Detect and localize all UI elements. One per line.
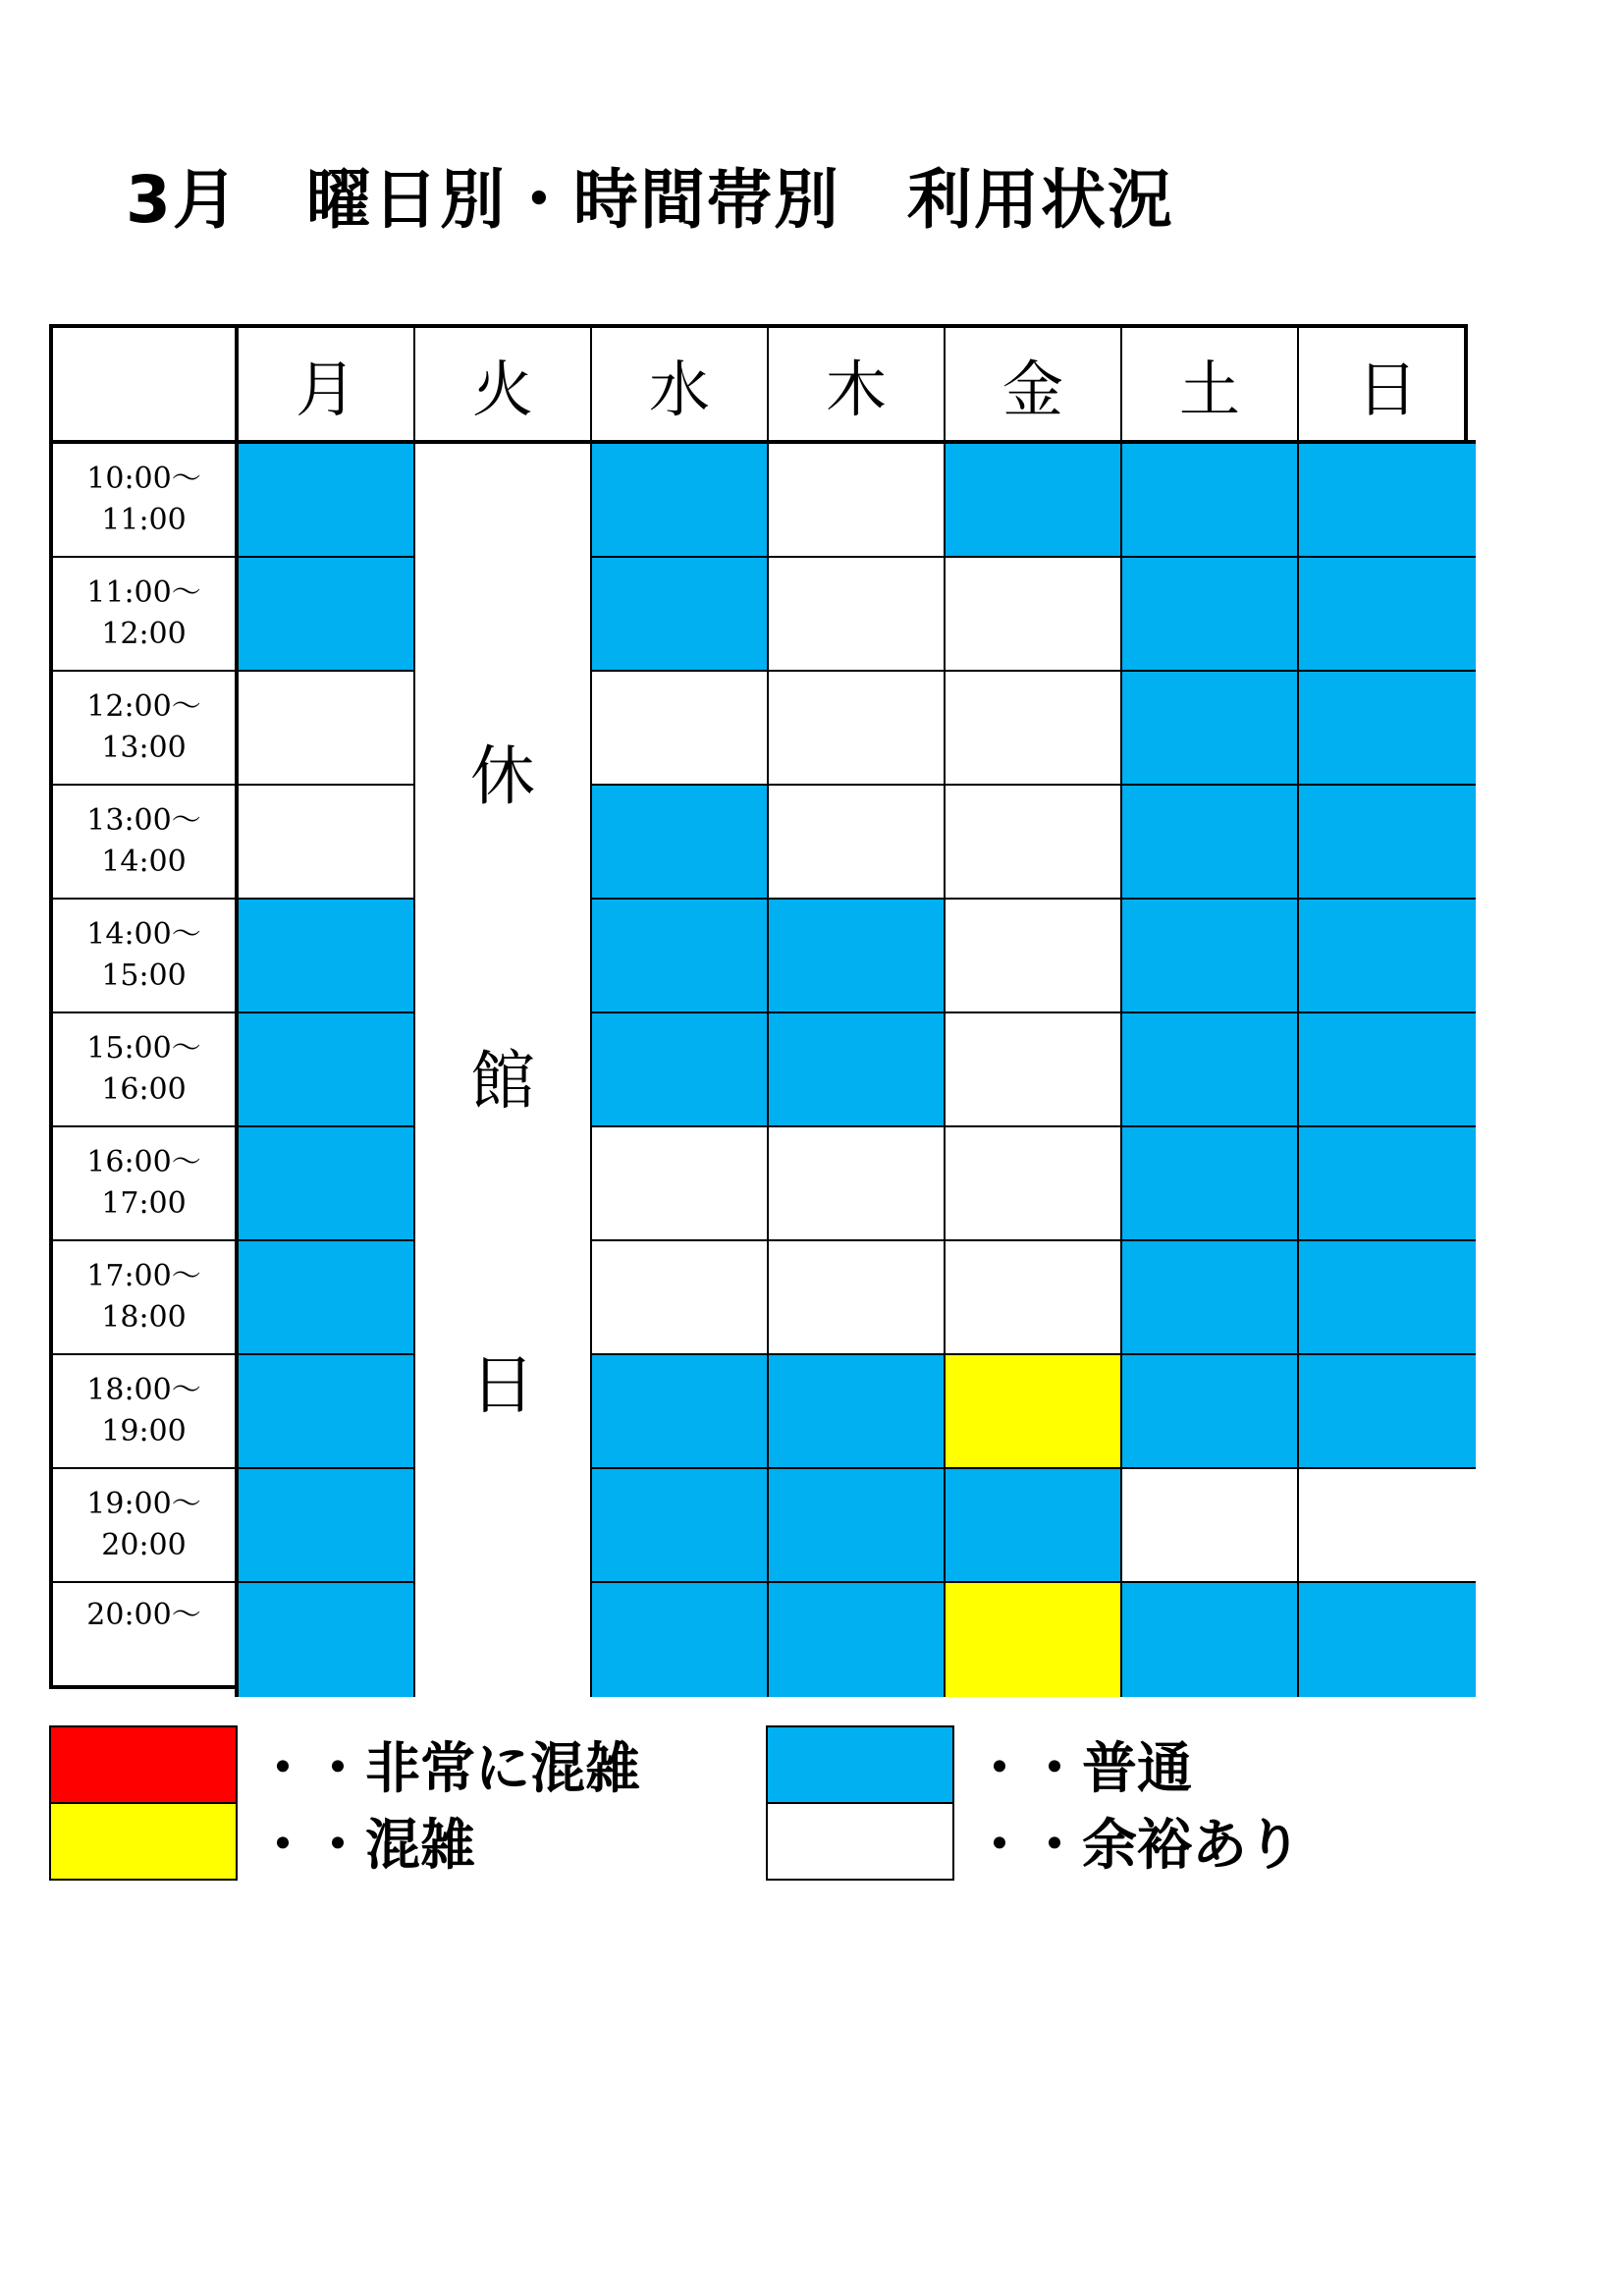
time-slot-start: 15:00～ — [86, 1031, 201, 1066]
time-slot-start: 17:00～ — [86, 1259, 201, 1293]
time-slot-start: 10:00～ — [86, 462, 201, 496]
status-cell — [239, 786, 415, 900]
status-cell — [1122, 1127, 1299, 1241]
time-slot-label — [53, 444, 239, 558]
time-slot-label — [53, 558, 239, 672]
status-cell — [769, 900, 946, 1013]
status-cell — [1122, 1241, 1299, 1355]
status-cell — [769, 1355, 946, 1469]
legend-swatch — [49, 1802, 238, 1881]
status-cell — [592, 786, 769, 900]
status-cell — [592, 1583, 769, 1697]
status-cell — [239, 558, 415, 672]
status-cell — [946, 786, 1122, 900]
status-cell — [239, 444, 415, 558]
status-cell — [1299, 786, 1476, 900]
legend-item-very_crowded — [49, 1726, 640, 1803]
status-cell — [1299, 1127, 1476, 1241]
status-cell — [239, 1469, 415, 1583]
status-cell — [592, 1127, 769, 1241]
status-cell — [769, 1241, 946, 1355]
legend-label: ・・混雑 — [255, 1814, 475, 1878]
status-cell — [946, 672, 1122, 786]
page-title: 3月 曜日別・時間帯別 利用状況 — [126, 162, 1174, 238]
day-header: 水 — [592, 328, 769, 444]
legend-swatch — [49, 1725, 238, 1804]
status-cell — [769, 558, 946, 672]
time-slot-end: 18:00 — [101, 1300, 187, 1335]
time-slot-label — [53, 786, 239, 900]
legend-swatch — [766, 1802, 954, 1881]
time-slot-label — [53, 672, 239, 786]
status-cell — [1122, 1355, 1299, 1469]
time-slot-end: 11:00 — [101, 503, 187, 537]
time-slot-label — [53, 900, 239, 1013]
time-slot-end: 16:00 — [101, 1072, 187, 1107]
status-cell — [239, 1127, 415, 1241]
status-cell — [769, 1583, 946, 1697]
status-cell — [1122, 558, 1299, 672]
status-cell — [946, 1013, 1122, 1127]
status-cell — [239, 672, 415, 786]
status-cell — [769, 786, 946, 900]
day-header: 木 — [769, 328, 946, 444]
status-cell — [239, 1583, 415, 1697]
time-slot-start: 19:00～ — [86, 1487, 201, 1521]
legend-item-normal — [766, 1726, 1192, 1803]
time-slot-start: 12:00～ — [86, 689, 201, 724]
status-cell — [1299, 444, 1476, 558]
status-cell — [1122, 444, 1299, 558]
status-cell — [769, 1469, 946, 1583]
legend-label: ・・非常に混雑 — [255, 1737, 640, 1801]
status-cell — [769, 672, 946, 786]
time-slot-end: 13:00 — [101, 731, 187, 765]
closed-label-char: 館 — [470, 1043, 535, 1119]
status-cell — [592, 558, 769, 672]
usage-table — [49, 324, 1468, 1689]
time-slot-label — [53, 1013, 239, 1127]
corner-cell — [53, 328, 239, 444]
status-cell — [946, 900, 1122, 1013]
time-slot-start: 20:00～ — [86, 1598, 201, 1632]
time-slot-label — [53, 1355, 239, 1469]
status-cell — [1122, 1469, 1299, 1583]
status-cell — [592, 1241, 769, 1355]
time-slot-start: 14:00～ — [86, 917, 201, 952]
status-cell — [1299, 1013, 1476, 1127]
time-slot-label — [53, 1469, 239, 1583]
status-cell — [592, 444, 769, 558]
status-cell — [1299, 900, 1476, 1013]
day-header: 日 — [1299, 328, 1476, 444]
status-cell — [769, 1013, 946, 1127]
status-cell — [239, 1013, 415, 1127]
status-cell — [1122, 900, 1299, 1013]
status-cell — [1299, 1355, 1476, 1469]
status-cell — [946, 444, 1122, 558]
time-slot-end: 19:00 — [101, 1414, 187, 1449]
closed-day-column — [415, 444, 592, 1697]
time-slot-label — [53, 1583, 239, 1697]
status-cell — [239, 1355, 415, 1469]
status-cell — [946, 1355, 1122, 1469]
status-cell — [592, 672, 769, 786]
status-cell — [592, 1355, 769, 1469]
time-slot-start: 16:00～ — [86, 1145, 201, 1179]
time-slot-start: 13:00～ — [86, 803, 201, 838]
status-cell — [946, 1583, 1122, 1697]
legend-swatch — [766, 1725, 954, 1804]
time-slot-end: 15:00 — [101, 958, 187, 993]
status-cell — [1122, 1013, 1299, 1127]
status-cell — [769, 1127, 946, 1241]
status-cell — [946, 1241, 1122, 1355]
status-cell — [946, 1127, 1122, 1241]
status-cell — [946, 558, 1122, 672]
time-slot-end: 12:00 — [101, 617, 187, 651]
status-cell — [1299, 558, 1476, 672]
time-slot-end: 14:00 — [101, 845, 187, 879]
time-slot-label — [53, 1241, 239, 1355]
legend-label: ・・余裕あり — [972, 1814, 1302, 1878]
time-slot-start: 11:00～ — [86, 575, 201, 610]
closed-label-char: 休 — [470, 738, 535, 814]
status-cell — [592, 900, 769, 1013]
status-cell — [1299, 672, 1476, 786]
status-cell — [1299, 1241, 1476, 1355]
legend-label: ・・普通 — [972, 1737, 1192, 1801]
status-cell — [239, 1241, 415, 1355]
status-cell — [1299, 1583, 1476, 1697]
closed-label-char: 日 — [470, 1347, 535, 1423]
status-cell — [769, 444, 946, 558]
time-slot-label — [53, 1127, 239, 1241]
status-cell — [1122, 786, 1299, 900]
day-header: 金 — [946, 328, 1122, 444]
status-cell — [1122, 1583, 1299, 1697]
status-cell — [1122, 672, 1299, 786]
time-slot-start: 18:00～ — [86, 1373, 201, 1407]
status-cell — [1299, 1469, 1476, 1583]
status-cell — [592, 1013, 769, 1127]
legend-item-crowded — [49, 1803, 475, 1880]
time-slot-end: 20:00 — [101, 1528, 187, 1562]
status-cell — [946, 1469, 1122, 1583]
day-header: 土 — [1122, 328, 1299, 444]
status-cell — [592, 1469, 769, 1583]
time-slot-end: 17:00 — [101, 1186, 187, 1221]
legend-item-available — [766, 1803, 1302, 1880]
day-header: 火 — [415, 328, 592, 444]
day-header: 月 — [239, 328, 415, 444]
status-cell — [239, 900, 415, 1013]
